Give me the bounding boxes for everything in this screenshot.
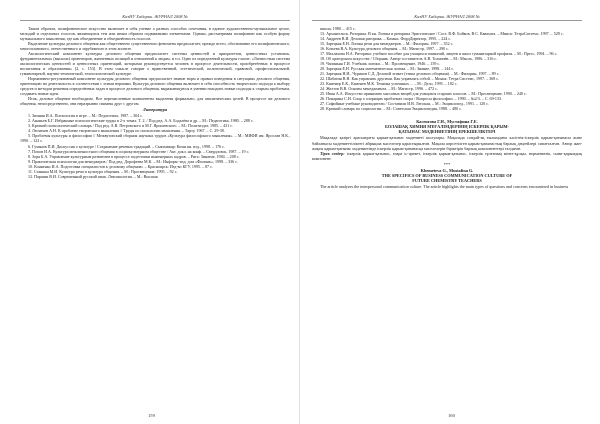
section-separator: *** (443, 161, 451, 167)
paragraph: Выделение культуры делового общения как общественно существенного феномена предполагает, прежде всего, обоснование его полифонического, многопланового, отечественного и зарубежного в этом аспекте. (20, 40, 290, 51)
reference-item: 11. Станкин М.И. Культура речи и культура общения. – М.: Просвещение, 1995. – 92 с. (28, 168, 178, 174)
reference-item: 5. Проблемы культуры и философии // Межвузовский сборник научных трудов «Культура философского мышления». – М.: МИФИ им. Ярослав Н.К., 1990. – 122 с. (20, 133, 290, 144)
running-head: КазНУ Хабарни. ЖУРНАЛ 2008 № (312, 14, 582, 21)
references-list (20, 113, 290, 179)
keywords-line (312, 151, 582, 161)
abstract-paragraph: The article analyzes the interpersonal communication culture. The article highlights the main types of questions and concerns encountered in business (320, 184, 569, 189)
reference-item: 21. Зарецкая Н.И., Чуриков С.Д. Деловой этикет (этика делового общения). – М.: Филорин, 1997. – 89 с. (320, 70, 500, 76)
reference-item: 3. Краткий психологический словарь / Под ред. А.В. Петровского и М.Г. Ярошевского. – М.: Политиздат, 1985. – 431 с. (28, 123, 233, 129)
page-number: 159 (148, 413, 155, 418)
keywords-label: Тірек сөздер: (320, 150, 345, 156)
article-authors: Касенгова Г.Н., Мустафина Г.Е. (416, 119, 478, 125)
references-list (312, 26, 582, 112)
reference-item: 15. Зарецкая Е.Н. Логика речи для менеджеров. – М.: Филорин, 1997. – 352 с. (320, 40, 454, 46)
paragraph: Таким образом, полифоническое искусство включает в себя учение о разных способах сочетания, в единое художественно-музыкальное целое, мелодий и отдельных голосов, являющихся тем или иным образом подвижными элементами. Однако, рассматривая полифонию как особую форму музыкального мышления, где как объединение и объединённость голосов. (20, 25, 290, 41)
reference-item: 22. Шабатин В.Н. Как управлять другими. Как управлять собой. – Минск: Тетра Системс, 1997. – 368 с. (320, 75, 500, 81)
reference-item: 2. Ананьев Б.Г. Избранные психологические труды в 2-х томах. Т. 2. / Под ред. А.А. Бодалёва и др. – М.: Педагогика, 1980. – 288 с. (28, 118, 254, 124)
reference-item: 8. Зоря Б.А. Управление культурным развитием в процессе подготовки инженерных кадров. – Рига: Зинатне, 1984. – 208 с. (28, 153, 240, 159)
reference-item: школа, 1980. – 415 с. (320, 25, 356, 31)
article-abstract (312, 135, 582, 160)
reference-item: 1. Зимняя И.А. Психология в игре. – М.: Педагогика, 1987. – 304 с. (28, 113, 144, 119)
paragraph: Аксиологический компонент культуры делового общения предполагает системы ценностей и приоритетов, ценностных установок, фундаментальных (высших) ориентиров, жизненных позиций и отношений к людям, и т.п. Одно из определений культуры гласит: «Личностная система аксиологических ценностей и ценностных ориентаций, которыми руководствуется человек в процессе деятельности, приобретённых в процессе воспитания и образования» [2, с. 153]. В этом смысле говорят о нравственной, эстетической, политической, правовой, профессиональной, гуманитарной, научно-технической, технологической культуре. (20, 50, 290, 76)
reference-item: 6. Гуманов П.И. Дискуссия о культуре / Сохранение речевых традиций. – Сыктывкар: Коми кн. изд., 1998. – 176 с. (28, 143, 225, 149)
abstract-paragraph: Мақалада қазіргі арасындағы қарым-қатынас мәдениеті шолулары. Мақалада сондай-ақ ғылымдағы кәсіптік-іскерлік қарым-қатынасы және байланысы мәдениеттіліктегі айрықша мәселелер қарастырылған. Мақала көрсетілген қарым-қатынастың барлық деңгейлері сипатталған. Автор жан-жақты қарым-қатынас мәдениетінде іскерлік қарым-қатынасқа мәселелерін біріктіріп барлық компоненттері талдаған. (312, 135, 582, 151)
reference-item: 13. Архангельск. Риторика. В кн. Логика и риторика Эристическое / Сост. В.Ф. Бойков, В.С. Кавахата. – Минск: ТетраСистемс, 1997. – 528 с. (320, 30, 564, 36)
article-title-en (312, 173, 582, 183)
article-title-line: БОЛАШАҚ ХИМИЯ МҰҒАЛІМДЕРІНІҢ ІСКЕРЛІК ҚАРЫМ- (384, 124, 510, 130)
reference-item: 9. Практическая психология для менеджеров / Под ред. Дорофеева М.К. – М.: Информ.-изд. дом «Филинъ», 1998. – 336 с. (28, 158, 239, 164)
reference-item: 4. Леонтьев А.Н. К проблеме творческого мышления // Труды по психологии мышления. – Тарту, 1967. – С. 29-38. (28, 128, 225, 134)
reference-item: 16. Козьева В.А. Культура делового общения. – М.: Магистр, 1997. – 290 с. (320, 45, 449, 51)
reference-item: 14. Андреев В.И. Деловая риторика. – Казань: ФордДиректор, 1995. – 224 с. (320, 35, 452, 41)
body-text (20, 26, 290, 107)
article-abstract-en (312, 184, 582, 189)
reference-item: 17. Махлахова Н.А. Риторика: учебное пособие для учащихся гимназий, лицеев и школ гуманитарной профиля. – М.: Пресс, 1994. – 96 с. (320, 50, 558, 56)
references-heading: Литература (142, 107, 168, 113)
reference-item: 23. Каменер Е.К., Каменев М.К. Техника успешных ... – М.: Дело, 1995. – 182 с. (320, 81, 458, 87)
page-number: 160 (448, 413, 455, 418)
reference-item: 12. Паршин В.И. Современный русский язык. Лексикология. – М.: Высшая (28, 173, 158, 179)
reference-item: 24. Желтов В.В. Основы менеджмента. – М.: Магистр, 1996. – 472 с. (320, 86, 438, 92)
reference-item: 18. Об ораторском искусстве / Сборник. Автор-составитель А.В. Толмачёв. – М.: Мысль, 1986. – 316 с. (320, 55, 498, 61)
article-title-line: FUTURE CHEMISTRY TEACHERS (412, 177, 482, 183)
reference-item: 26. Понарина С.Н. Спор о спорящих проблемах спора / Вопросы философии. – 1990. – №2/3. – С. 69-133. (320, 96, 503, 102)
right-page (300, 0, 600, 424)
keywords-text: іскерлік қарым-қатынас, өзара іс-әрекет, іскерлік қарым-қатынас, іскерлік тұлғаның мінез-құлқы, нормативтік, сыни-қарымдық компонент. (312, 150, 582, 161)
paragraph: Итак, деловое общение необходимо. Все перечисленные компоненты выделены формально, для аналитических целей. В процессе же делового общения, непосредственно, они неразрывно связаны друг с другом. (20, 96, 290, 107)
article-title-line: ҚАТЫНАС МӘДЕНИЕТІНІҢ ЕРЕКШЕЛІКТЕРІ (398, 129, 496, 135)
reference-item: 28. Краткий словарь по социологии. – М.: Советская Энциклопедия, 1988. – 480 с. (320, 106, 462, 112)
reference-item: 10. Конненко И.А. Подготовка специалистов к деловому общению. – Красноярск: Изд-во КГУ, 1995. – 87 с. (28, 163, 213, 169)
reference-item: 7. Попов И.А. Культура межличностного общения в социокультурном обществе / Акт. докл. на конф. – Свердловск, 1987. – 19 с. (28, 148, 250, 154)
reference-item: 20. Зарецкая Е.Н. Русская математическая логика. – М.: Знание, 1998. – 144 с. (320, 65, 455, 71)
article-title (312, 124, 582, 134)
running-head: КазНУ Хабарни. ЖУРНАЛ 2008 № (20, 14, 290, 21)
reference-item: 27. Софийные учебные руководители / Составили И.В. Лепская, – М.: Энциклопед., 1991. – 120 с. (320, 101, 489, 107)
paragraph: Нормативно-регулятивный компонент культуры делового общения предполагает знание норм и правил поведения в ситуациях делового общения, ориентацию на деятельность в соответствии с этими нормами. Культура делового общения включает в себя способность творческого подхода к выбору средств и методов решения определённых задач в процессе делового общения, выражающуюся в умении находить новые подходы к старым проблемам, создавать новые идеи. (20, 75, 290, 97)
article-title-line: THE SPECIFICS OF BUSINESS COMMUNICATION CULTURE OF (381, 172, 513, 178)
reference-item: 25. Иван А.А. Искусство принимать массовых вещей для учащихся старших классов. – М.: Просвещение, 1990. – 240 с. (320, 91, 527, 97)
reference-item: 19. Чапиньян Г.И. Учебник логики. – М.: Просвещение, 1946. – 159 с. (320, 60, 441, 66)
article-authors-en: Khemeteva G., Mustafina G. (420, 167, 474, 173)
